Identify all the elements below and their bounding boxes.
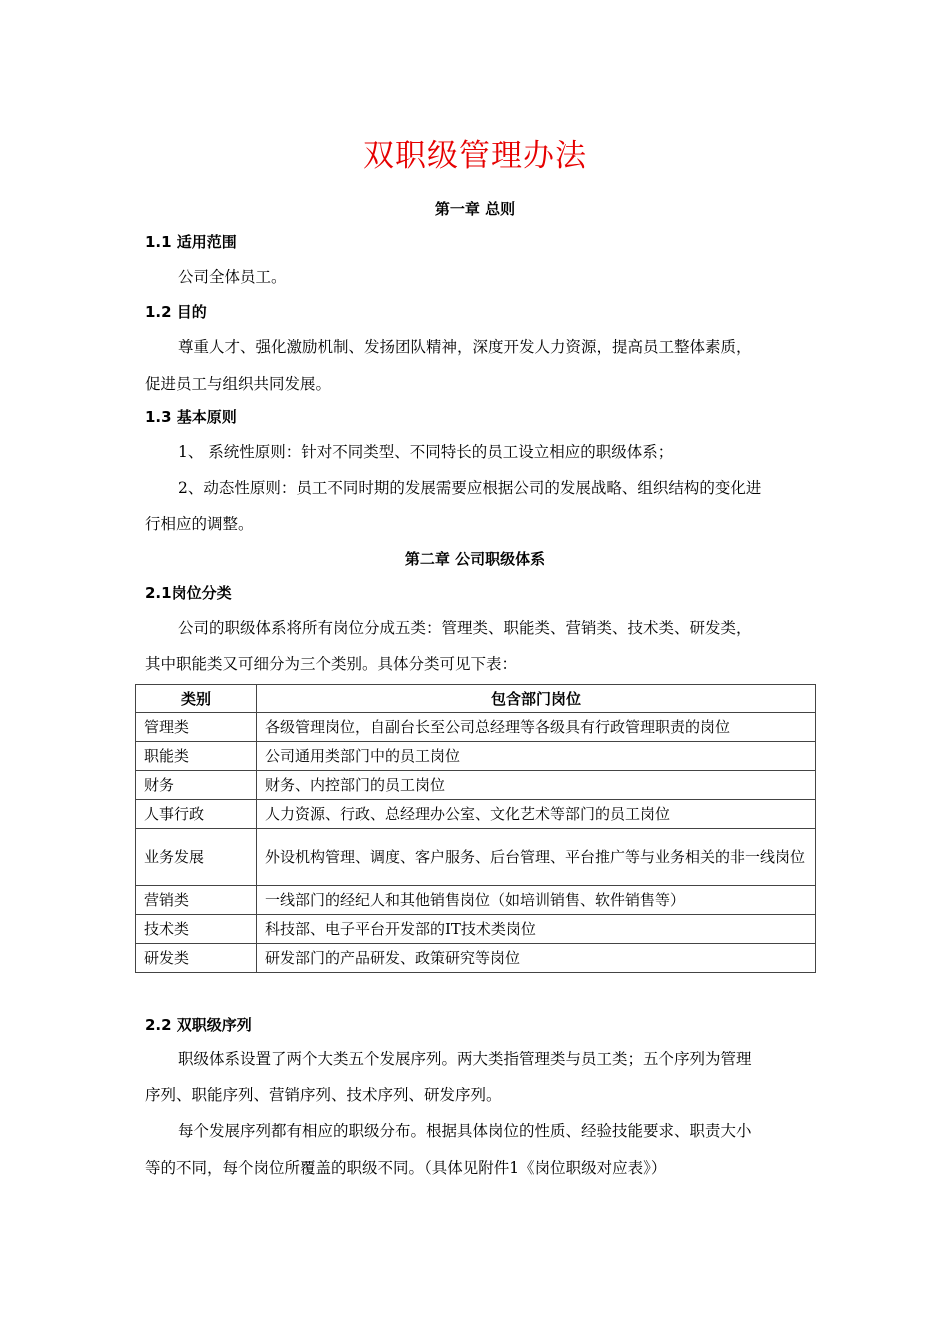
job-category-table <box>135 684 816 973</box>
section-2-2-p1-line2: 序列、职能序列、营销序列、技术序列、研发序列。 <box>145 1086 502 1104</box>
principle-2-line2: 行相应的调整。 <box>145 515 254 533</box>
section-1-2-line2: 促进员工与组织共同发展。 <box>145 375 332 393</box>
principle-2-line1: 2、动态性原则：员工不同时期的发展需要应根据公司的发展战略、组织结构的变化进 <box>178 479 762 497</box>
section-1-2-heading: 1.2 目的 <box>145 303 207 321</box>
table-row <box>136 713 816 742</box>
table-row <box>136 771 816 800</box>
table-row <box>136 886 816 915</box>
table-cell-category: 人事行政 <box>136 800 257 829</box>
table-cell-positions: 外设机构管理、调度、客户服务、后台管理、平台推广等与业务相关的非一线岗位 <box>257 829 816 886</box>
table-cell-category: 业务发展 <box>136 829 257 886</box>
table-cell-positions: 一线部门的经纪人和其他销售岗位（如培训销售、软件销售等） <box>257 886 816 915</box>
section-2-2-p2-line1: 每个发展序列都有相应的职级分布。根据具体岗位的性质、经验技能要求、职责大小 <box>178 1122 752 1140</box>
table-row <box>136 742 816 771</box>
section-2-1-line1: 公司的职级体系将所有岗位分成五类：管理类、职能类、营销类、技术类、研发类， <box>178 619 752 637</box>
chapter-1-title: 第一章 总则 <box>434 200 516 218</box>
table-cell-category: 管理类 <box>136 713 257 742</box>
section-2-2-p1-line1: 职级体系设置了两个大类五个发展序列。两大类指管理类与员工类；五个序列为管理 <box>178 1050 752 1068</box>
section-2-2-p2-line2: 等的不同，每个岗位所覆盖的职级不同。（具体见附件1《岗位职级对应表》） <box>145 1159 667 1177</box>
table-row <box>136 944 816 973</box>
table-header-row <box>136 685 816 713</box>
chapter-2-title: 第二章 公司职级体系 <box>404 550 546 568</box>
table-cell-positions: 公司通用类部门中的员工岗位 <box>257 742 816 771</box>
section-2-2-heading: 2.2 双职级序列 <box>145 1016 252 1034</box>
table-cell-positions: 科技部、电子平台开发部的IT技术类岗位 <box>257 915 816 944</box>
table-cell-positions: 各级管理岗位，自副台长至公司总经理等各级具有行政管理职责的岗位 <box>257 713 816 742</box>
table-header-category: 类别 <box>136 685 257 713</box>
table-cell-positions: 研发部门的产品研发、政策研究等岗位 <box>257 944 816 973</box>
section-1-1-text: 公司全体员工。 <box>178 268 287 286</box>
table-row <box>136 800 816 829</box>
table-cell-category: 营销类 <box>136 886 257 915</box>
section-1-2-line1: 尊重人才、强化激励机制、发扬团队精神，深度开发人力资源，提高员工整体素质， <box>178 338 752 356</box>
section-1-3-heading: 1.3 基本原则 <box>145 408 237 426</box>
table-cell-category: 财务 <box>136 771 257 800</box>
document-title: 双职级管理办法 <box>363 138 587 174</box>
table-cell-positions: 财务、内控部门的员工岗位 <box>257 771 816 800</box>
table-header-positions: 包含部门岗位 <box>257 685 816 713</box>
table-cell-category: 职能类 <box>136 742 257 771</box>
table-cell-positions: 人力资源、行政、总经理办公室、文化艺术等部门的员工岗位 <box>257 800 816 829</box>
section-2-1-line2: 其中职能类又可细分为三个类别。具体分类可见下表： <box>145 655 518 673</box>
table-cell-category: 技术类 <box>136 915 257 944</box>
table-cell-category: 研发类 <box>136 944 257 973</box>
principle-1: 1、 系统性原则：针对不同类型、不同特长的员工设立相应的职级体系； <box>178 443 674 461</box>
table-row <box>136 829 816 886</box>
section-2-1-heading: 2.1岗位分类 <box>145 584 232 602</box>
table-row <box>136 915 816 944</box>
section-1-1-heading: 1.1 适用范围 <box>145 233 237 251</box>
